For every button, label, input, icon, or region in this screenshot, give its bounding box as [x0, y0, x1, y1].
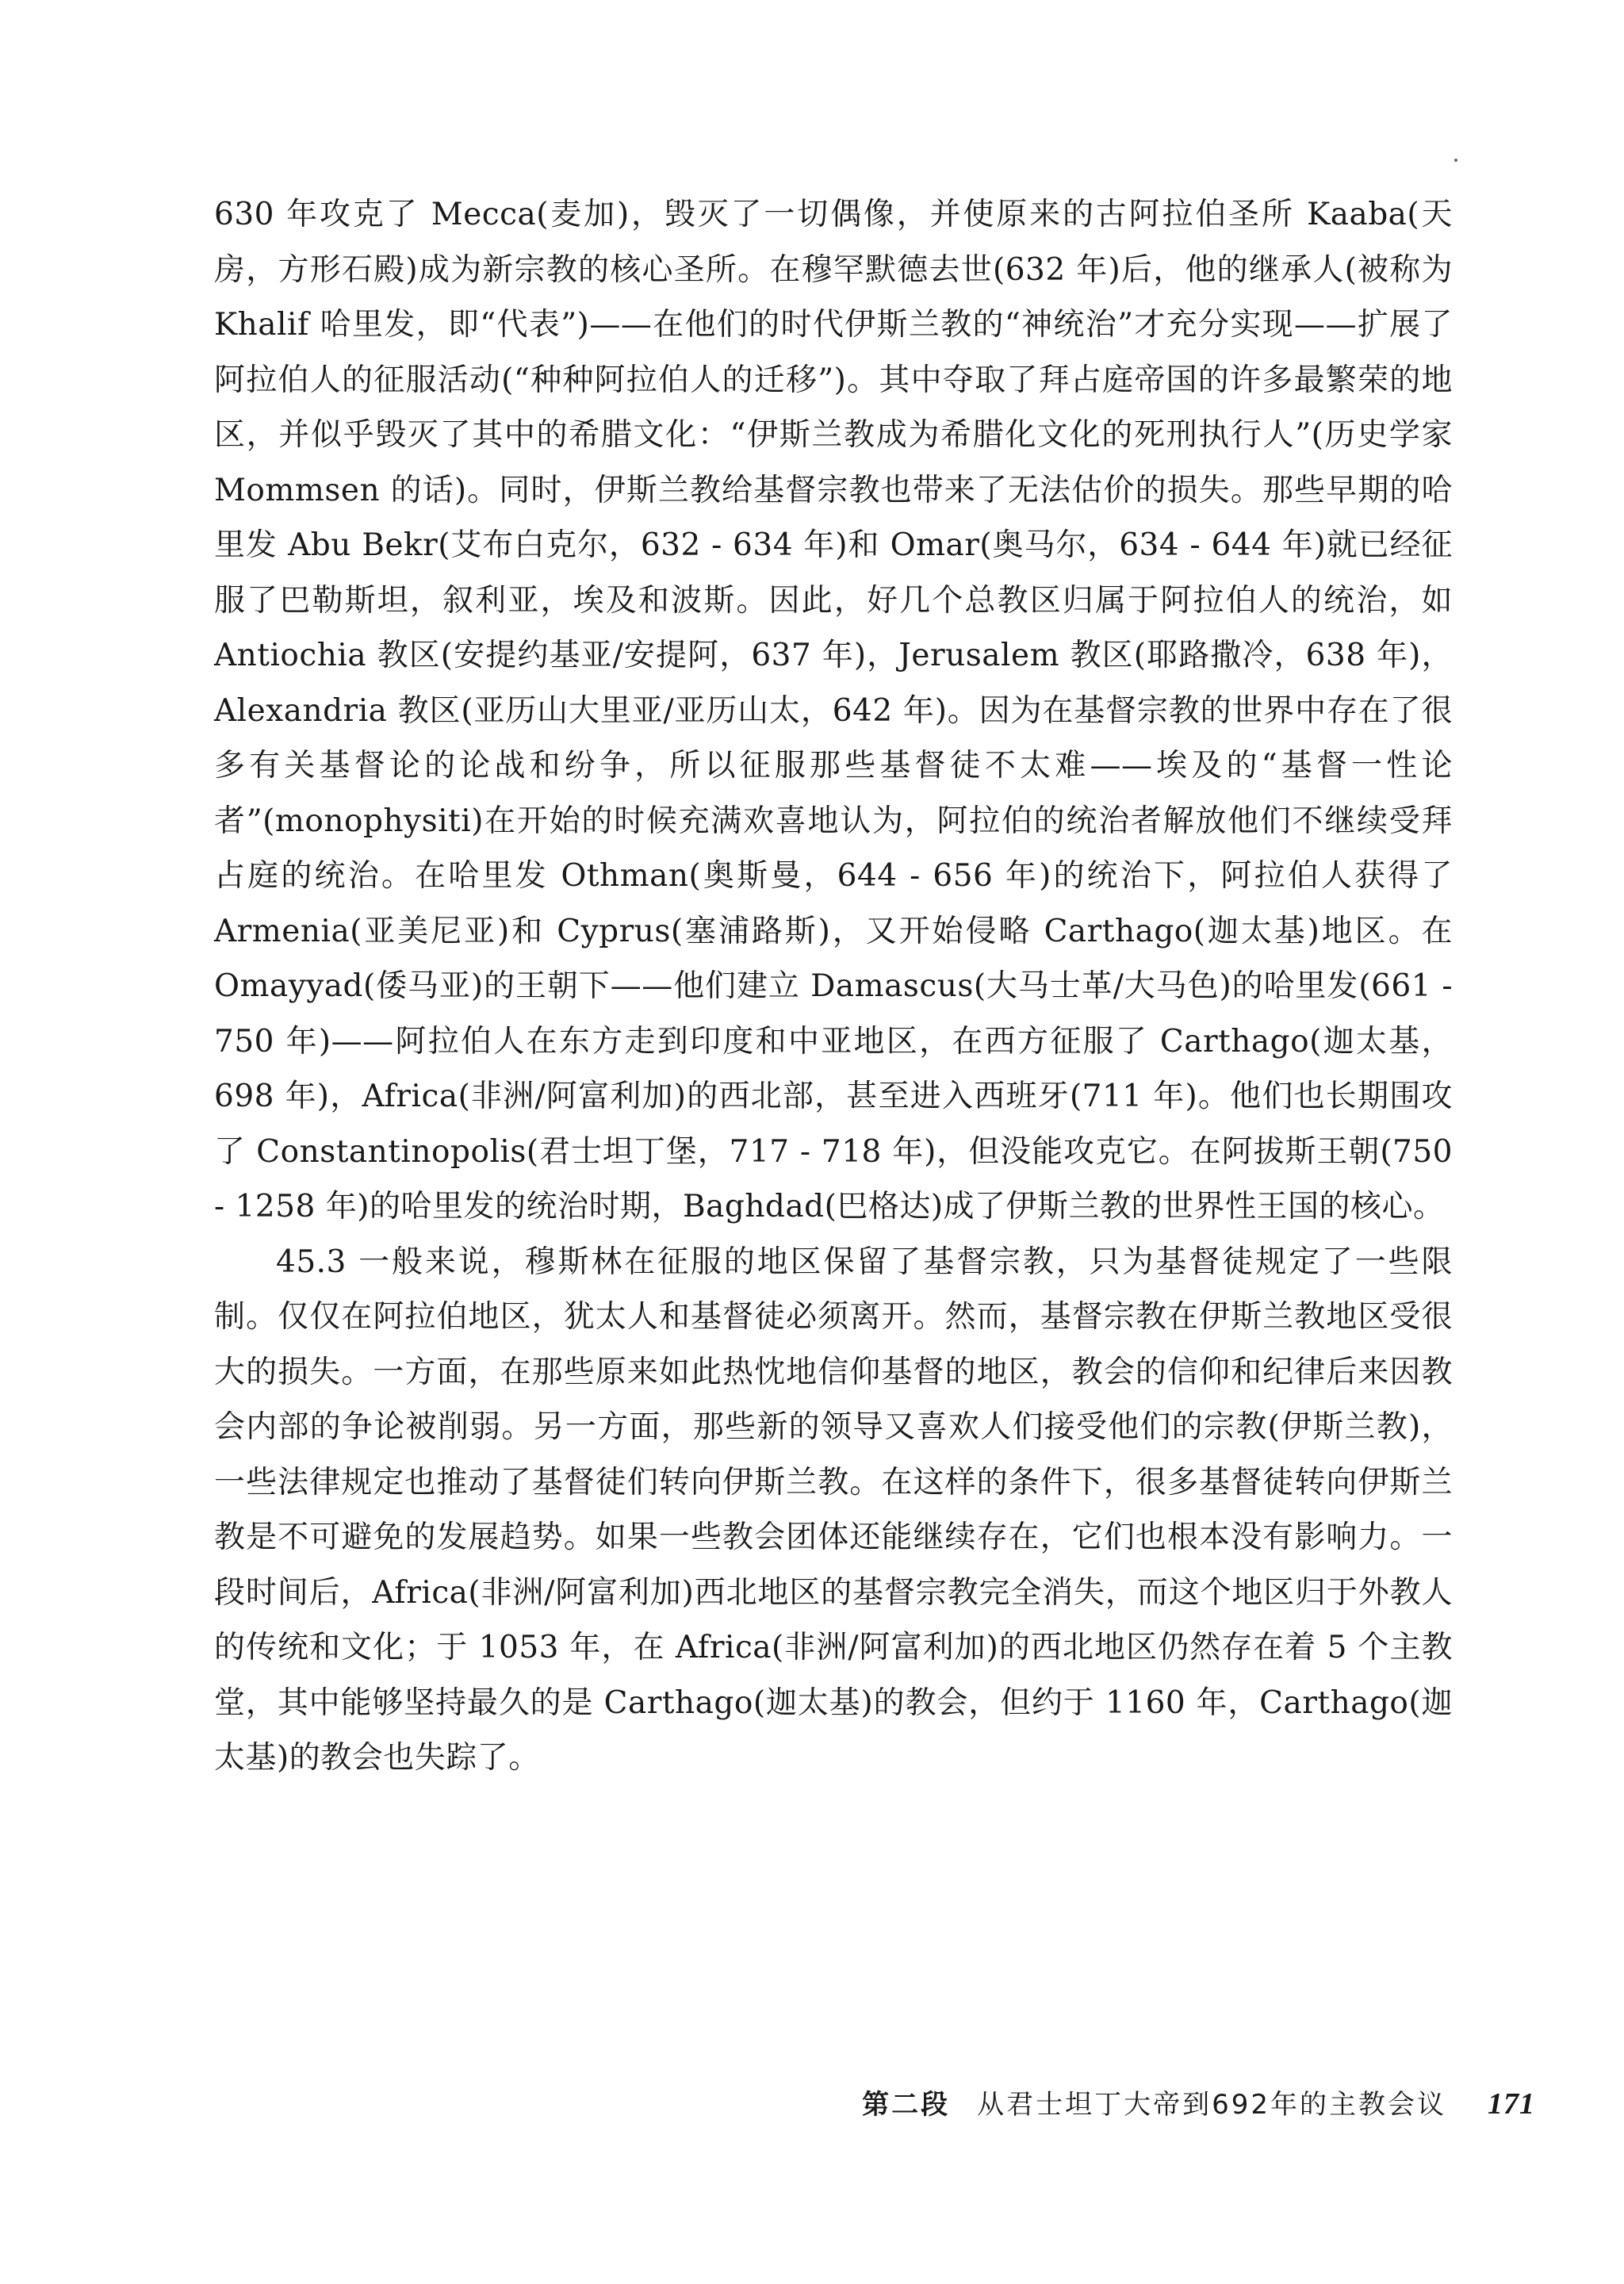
footer-part: 第二段 [862, 2089, 951, 2121]
paragraph-1: 630 年攻克了 Mecca(麦加)，毁灭了一切偶像，并使原来的古阿拉伯圣所 Kaaba(天房，方形石殿)成为新宗教的核心圣所。在穆罕默德去世(632 年)后，他的继承人(被称为 Khalif 哈里发，即“代表”)——在他们的时代伊斯兰教的“神统治”才充分实现——扩展了阿拉伯人的征服活动(“种种阿拉伯人的迁移”)。其中夺取了拜占庭帝国的许多最繁荣的地区，并似乎毁灭了其中的希腊文化：“伊斯兰教成为希腊化文化的死刑执行人”(历史学家 Mommsen 的话)。同时，伊斯兰教给基督宗教也带来了无法估价的损失。那些早期的哈里发 Abu Bekr(艾布白克尔，632 - 634 年)和 Omar(奥马尔，634 - 644 年)就已经征服了巴勒斯坦，叙利亚，埃及和波斯。因此，好几个总教区归属于阿拉伯人的统治，如 Antiochia 教区(安提约基亚/安提阿，637 年)，Jerusalem 教区(耶路撒冷，638 年)，Alexandria 教区(亚历山大里亚/亚历山太，642 年)。因为在基督宗教的世界中存在了很多有关基督论的论战和纷争，所以征服那些基督徒不太难——埃及的“基督一性论者”(monophysiti)在开始的时候充满欢喜地认为，阿拉伯的统治者解放他们不继续受拜占庭的统治。在哈里发 Othman(奥斯曼，644 - 656 年)的统治下，阿拉伯人获得了 Armenia(亚美尼亚)和 Cyprus(塞浦路斯)，又开始侵略 Carthago(迦太基)地区。在 Omayyad(倭马亚)的王朝下——他们建立 Damascus(大马士革/大马色)的哈里发(661 - 750 年)——阿拉伯人在东方走到印度和中亚地区，在西方征服了 Carthago(迦太基，698 年)，Africa(非洲/阿富利加)的西北部，甚至进入西班牙(711 年)。他们也长期围攻了 Constantinopolis(君士坦丁堡，717 - 718 年)，但没能攻克它。在阿拔斯王朝(750 - 1258 年)的哈里发的统治时期，Baghdad(巴格达)成了伊斯兰教的世界性王国的核心。 [214, 197, 1453, 1224]
scan-speck [1454, 159, 1457, 162]
paragraph-2: 45.3 一般来说，穆斯林在征服的地区保留了基督宗教，只为基督徒规定了一些限制。仅仅在阿拉伯地区，犹太人和基督徒必须离开。然而，基督宗教在伊斯兰教地区受很大的损失。一方面，在那些原来如此热忱地信仰基督的地区，教会的信仰和纪律后来因教会内部的争论被削弱。另一方面，那些新的领导又喜欢人们接受他们的宗教(伊斯兰教)，一些法律规定也推动了基督徒们转向伊斯兰教。在这样的条件下，很多基督徒转向伊斯兰教是不可避免的发展趋势。如果一些教会团体还能继续存在，它们也根本没有影响力。一段时间后，Africa(非洲/阿富利加)西北地区的基督宗教完全消失，而这个地区归于外教人的传统和文化；于 1053 年，在 Africa(非洲/阿富利加)的西北地区仍然存在着 5 个主教堂，其中能够坚持最久的是 Carthago(迦太基)的教会，但约于 1160 年，Carthago(迦太基)的教会也失踪了。 [214, 1244, 1453, 1776]
body-text [214, 187, 1453, 1786]
running-footer [837, 2083, 1535, 2122]
footer-chapter-title: 从君士坦丁大帝到692年的主教会议 [977, 2089, 1446, 2121]
page-number: 171 [1488, 2087, 1535, 2121]
